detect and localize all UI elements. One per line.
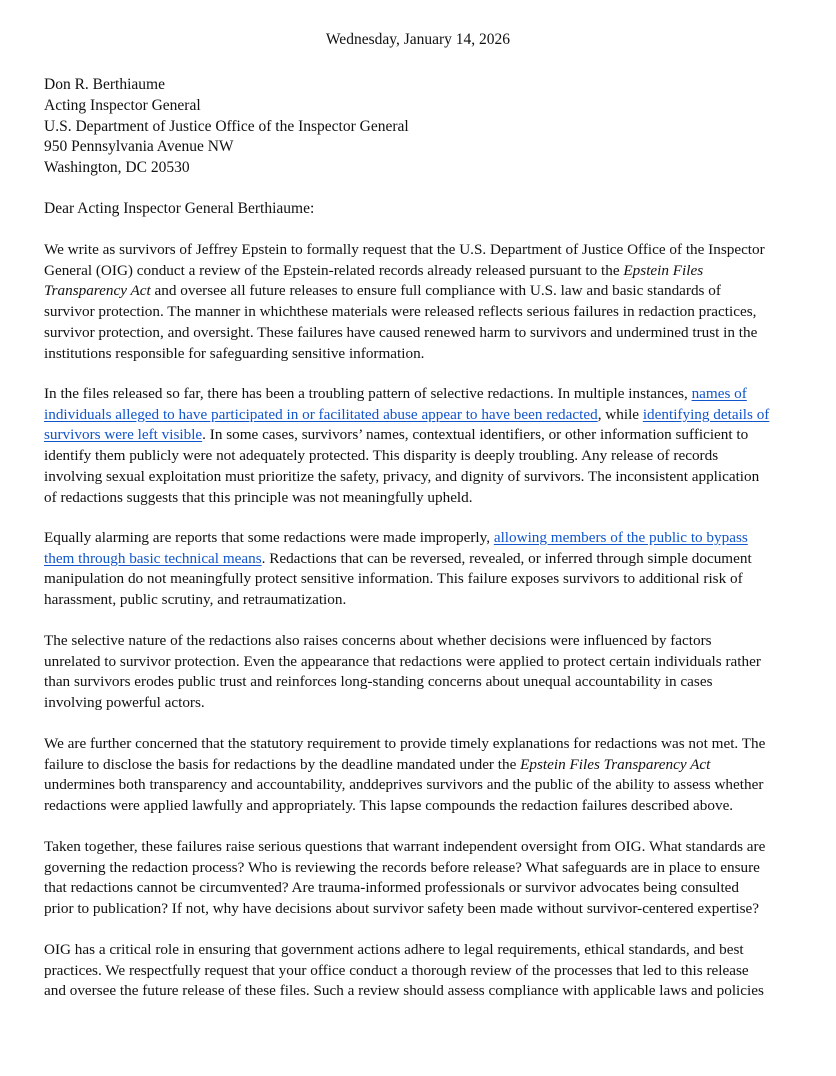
paragraph-line: prior to publication? If not, why have decisions about survivor safety been made without survivor-centered expertise? xyxy=(44,900,759,918)
recipient-address-block xyxy=(44,75,409,179)
paragraph-text: and oversee all future releases to ensure full compliance with U.S. law and basic standards of xyxy=(150,282,721,300)
link-bypass-redactions[interactable]: them through basic technical means xyxy=(44,549,262,567)
link-survivor-details-visible[interactable]: survivors were left visible xyxy=(44,426,203,444)
act-title-italic: Epstein Files Transparency Act xyxy=(520,755,711,773)
paragraph-line xyxy=(44,281,796,302)
paragraph-text: Equally alarming are reports that some redactions were made improperly, xyxy=(44,529,494,546)
salutation: Dear Acting Inspector General Berthiaume: xyxy=(44,200,315,217)
link-survivor-details-visible[interactable]: identifying details of xyxy=(642,405,770,423)
paragraph-line xyxy=(44,384,796,405)
paragraph-line: identify them publicly were not adequately protected. This disparity is deeply troubling. Any release of records xyxy=(44,447,719,465)
paragraph-line: institutions responsible for safeguarding sensitive information. xyxy=(44,344,425,362)
paragraph-line: Taken together, these failures raise serious questions that warrant independent oversight from OIG. What standards are xyxy=(44,838,766,855)
paragraph-line: We are further concerned that the statutory requirement to provide timely explanations for redactions was not met. The xyxy=(44,735,766,752)
paragraph-line: undermines both transparency and accountability, anddeprives survivors and the public of the ability to assess whether xyxy=(44,776,764,794)
paragraph-line xyxy=(44,755,796,776)
link-names-redacted[interactable]: individuals alleged to have participated in or facilitated abuse appear to have been redacted xyxy=(44,405,598,423)
link-bypass-redactions[interactable]: allowing members of the public to bypass xyxy=(493,529,748,546)
paragraph-line: than survivors erodes public trust and reinforces long-standing concerns about unequal accountability in cases xyxy=(44,673,713,691)
paragraph-4 xyxy=(44,631,796,714)
recipient-street: 950 Pennsylvania Avenue NW xyxy=(44,138,234,156)
paragraph-3 xyxy=(44,528,796,611)
paragraph-line: governing the redaction process? Who is reviewing the records before release? What safeguards are in place to ensure xyxy=(44,858,760,876)
paragraph-text: failure to disclose the basis for redactions by the deadline mandated under the xyxy=(44,755,521,773)
paragraph-line: survivor protection. The manner in whichthese materials were released reflects serious failures in redaction practices, xyxy=(44,303,757,321)
recipient-city: Washington, DC 20530 xyxy=(44,159,190,177)
paragraph-6 xyxy=(44,837,796,920)
recipient-name: Don R. Berthiaume xyxy=(44,76,165,93)
paragraph-7 xyxy=(44,940,796,1002)
paragraph-text: . Redactions that can be reversed, revealed, or inferred through simple document xyxy=(261,549,752,567)
recipient-office: U.S. Department of Justice Office of the Inspector General xyxy=(44,117,409,135)
paragraph-text: General (OIG) conduct a review of the Epstein-related records already released pursuant to the xyxy=(44,261,624,279)
paragraph-line xyxy=(44,549,796,570)
paragraph-line: harassment, public scrutiny, and retraumatization. xyxy=(44,591,347,609)
paragraph-text: , while xyxy=(597,405,643,423)
paragraph-line: survivor protection, and oversight. These failures have caused renewed harm to survivors and undermined trust in the xyxy=(44,323,758,341)
paragraph-line: The selective nature of the redactions also raises concerns about whether decisions were influenced by factors xyxy=(44,632,712,649)
paragraph-line xyxy=(44,405,796,426)
link-names-redacted[interactable]: names of xyxy=(691,385,747,402)
recipient-title: Acting Inspector General xyxy=(44,96,201,114)
paragraph-line: of redactions suggests that this principle was not meaningfully upheld. xyxy=(44,488,473,506)
paragraph-line: and oversee the future release of these files. Such a review should assess compliance with applicable laws and policies xyxy=(44,982,764,1000)
paragraph-text: . In some cases, survivors’ names, contextual identifiers, or other information sufficient to xyxy=(202,426,749,444)
letter-date: Wednesday, January 14, 2026 xyxy=(325,31,511,48)
paragraph-5 xyxy=(44,734,796,817)
paragraph-line: OIG has a critical role in ensuring that government actions adhere to legal requirements, ethical standards, and best xyxy=(44,941,744,958)
paragraph-line: manipulation do not meaningfully protect sensitive information. This failure exposes survivors to additional risk of xyxy=(44,570,743,588)
paragraph-line xyxy=(44,425,796,446)
paragraph-line: unrelated to survivor protection. Even the appearance that redactions were applied to protect certain individuals rather xyxy=(44,652,761,670)
paragraph-line: We write as survivors of Jeffrey Epstein to formally request that the U.S. Department of Justice Office of the Inspector xyxy=(44,241,765,258)
paragraph-line: involving sexual exploitation must prioritize the safety, privacy, and dignity of survivors. The inconsistent application xyxy=(44,467,760,485)
act-title-italic: Epstein Files xyxy=(623,261,704,279)
paragraph-line: practices. We respectfully request that your office conduct a thorough review of the processes that led to this release xyxy=(44,961,749,979)
paragraph-line: involving powerful actors. xyxy=(44,694,205,712)
paragraph-line xyxy=(44,528,796,549)
paragraph-line: that redactions cannot be circumvented? Are trauma-informed professionals or survivor advocates being consulted xyxy=(44,879,740,897)
paragraph-2 xyxy=(44,384,796,508)
paragraph-text: In the files released so far, there has been a troubling pattern of selective redactions. In multiple instances, xyxy=(44,385,692,402)
act-title-italic: Transparency Act xyxy=(44,282,151,300)
paragraph-1 xyxy=(44,240,796,364)
paragraph-line: redactions were applied lawfully and appropriately. This lapse compounds the redaction failures described above. xyxy=(44,797,734,815)
paragraph-line xyxy=(44,261,796,282)
